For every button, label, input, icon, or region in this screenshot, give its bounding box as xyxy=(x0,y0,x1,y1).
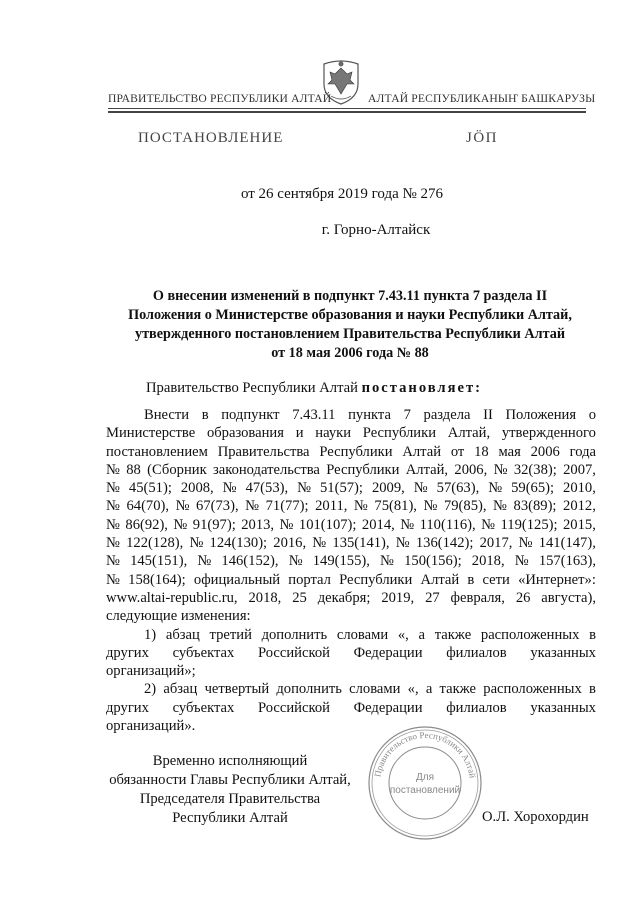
body-line: 2) абзац четвертый дополнить словами «, а также расположенных в xyxy=(144,681,596,698)
signature-block xyxy=(100,752,360,828)
body-line: № 158(164); официальный портал Республики Алтай в сети «Интернет»: xyxy=(106,571,596,588)
body-line: Внести в подпункт 7.43.11 пункта 7 раздела II Положения о xyxy=(144,407,596,423)
stamp-ring-text: Правительство Республики Алтай xyxy=(372,729,478,779)
body-line: 1) абзац третий дополнить словами «, а также расположенных в xyxy=(144,626,596,643)
title-line: Положения о Министерстве образования и науки Республики Алтай, xyxy=(128,307,572,323)
body-line: организаций»; xyxy=(106,663,196,680)
body-line: № 64(70), № 67(73), № 71(77); 2011, № 75(81), № 79(85), № 83(89); 2012, xyxy=(106,498,596,515)
body-line: других субъектах Российской Федерации филиалов указанных xyxy=(106,699,596,716)
document-type-russian: ПОСТАНОВЛЕНИЕ xyxy=(138,130,284,146)
resolution-verb: постановляет: xyxy=(361,380,483,396)
government-name-altai: АЛТАЙ РЕСПУБЛИКАНЫҤ БАШКАРУЗЫ xyxy=(368,92,596,105)
body-line: других субъектах Российской Федерации филиалов указанных xyxy=(106,644,596,661)
body-line: № 145(151), № 146(152), № 149(155), № 150(156); 2018, № 157(163), xyxy=(106,553,596,570)
stamp-center-line: Для xyxy=(415,772,435,783)
title-line: О внесении изменений в подпункт 7.43.11 пункта 7 раздела II xyxy=(152,288,548,304)
document-city: г. Горно-Алтайск xyxy=(321,222,431,238)
title-line: утвержденного постановлением Правительства Республики Алтай xyxy=(134,326,566,342)
resolution-text: Правительство Республики Алтай xyxy=(146,380,362,396)
signature-title-line: Республики Алтай xyxy=(172,810,288,826)
document-body xyxy=(106,406,596,735)
stamp-center-line: постановлений xyxy=(389,785,461,796)
body-line: организаций». xyxy=(106,718,196,735)
resolution-clause xyxy=(146,380,482,397)
body-line: постановлением Правительства Республики Алтай от 18 мая 2006 года xyxy=(106,443,596,460)
title-line: от 18 мая 2006 года № 88 xyxy=(271,345,429,361)
document-date: от 26 сентября 2019 года № 276 xyxy=(240,186,444,202)
body-line: № 88 (Сборник законодательства Республики Алтай, 2006, № 32(38); 2007, xyxy=(106,461,596,478)
document-title xyxy=(100,287,600,363)
header-rule-thin xyxy=(108,108,586,109)
header-rule-thick xyxy=(108,111,586,113)
body-line: Министерстве образования и науки Республики Алтай, утвержденного xyxy=(106,425,596,442)
signatory-name: О.Л. Хорохордин xyxy=(482,809,589,825)
government-name-russian: ПРАВИТЕЛЬСТВО РЕСПУБЛИКИ АЛТАЙ xyxy=(108,92,332,105)
body-line: следующие изменения: xyxy=(106,608,251,625)
document-type-altai: ЈӦП xyxy=(466,130,499,146)
signature-title-line: Временно исполняющий xyxy=(152,753,308,769)
signature-title-line: обязанности Главы Республики Алтай, xyxy=(109,772,351,788)
body-line: www.altai-republic.ru, 2018, 25 декабря; 2019, 27 февраля, 26 августа), xyxy=(106,589,596,606)
body-line: № 122(128), № 124(130); 2016, № 135(141), № 136(142); 2017, № 141(147), xyxy=(106,535,596,552)
body-line: № 86(92), № 91(97); 2013, № 101(107); 2014, № 110(116), № 119(125); 2015, xyxy=(106,516,596,533)
body-line: № 45(51); 2008, № 47(53), № 51(57); 2009, № 57(63), № 59(65); 2010, xyxy=(106,480,596,497)
official-stamp xyxy=(366,724,484,842)
signature-title-line: Председателя Правительства xyxy=(139,791,321,807)
